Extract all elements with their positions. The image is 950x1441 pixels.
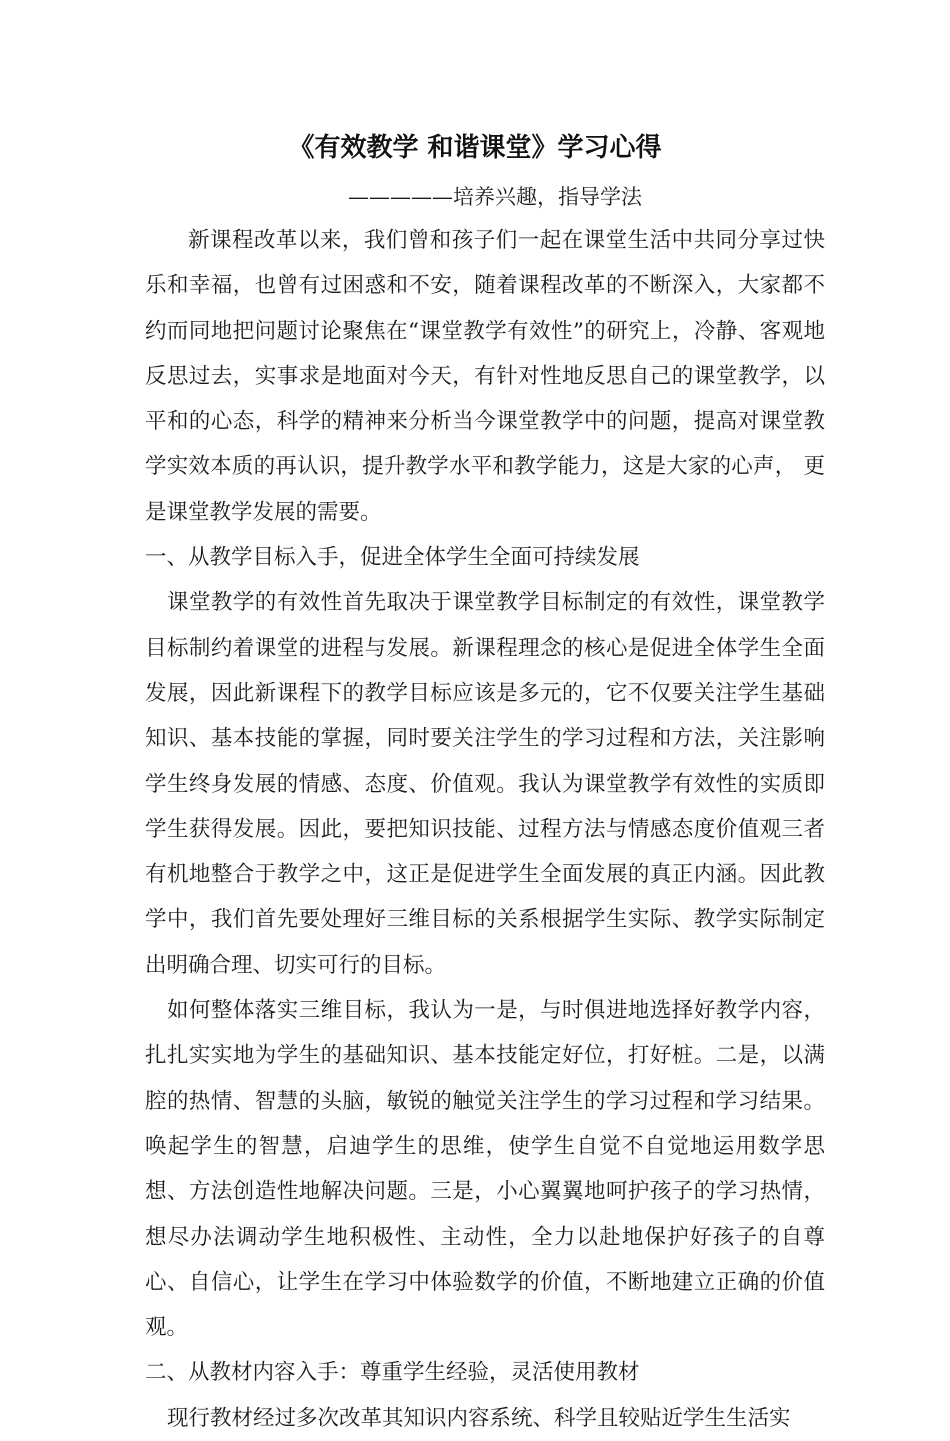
document-title: 《有效教学 和谐课堂》学习心得 (288, 133, 662, 163)
paragraph-three-dimensions: 如何整体落实三维目标，我认为一是，与时俱进地选择好教学内容，扎扎实实地为学生的基础知识、基本技能定好位，打好桩。二是，以满腔的热情、智慧的头脑，敏锐的触觉关注学生的学习过程和学习结果。唤起学生的智慧，启迪学生的思维，使学生自觉不自觉地运用数学思想、方法创造性地解决问题。三是，小心翼翼地呵护孩子的学习热情，想尽办法调动学生地积极性、主动性，全力以赴地保护好孩子的自尊心、自信心，让学生在学习中体验数学的价值，不断地建立正确的价值观。 (145, 998, 825, 1341)
paragraph-intro: 新课程改革以来，我们曾和孩子们一起在课堂生活中共同分享过快乐和幸福，也曾有过困惑和不安，随着课程改革的不断深入，大家都不约而同地把问题讨论聚焦在“课堂教学有效性”的研究上，冷静、客观地反思过去，实事求是地面对今天，有针对性地反思自己的课堂教学，以平和的心态，科学的精神来分析当今课堂教学中的问题，提高对课堂教学实效本质的再认识，提升教学水平和教学能力，这是大家的心声， 更是课堂教学发展的需要。 (145, 228, 825, 525)
paragraph-textbook: 现行教材经过多次改革其知识内容系统、科学且较贴近学生生活实 (167, 1405, 791, 1431)
section-heading-2: 二、从教材内容入手：尊重学生经验，灵活使用教材 (145, 1360, 640, 1386)
section-heading-1: 一、从教学目标入手，促进全体学生全面可持续发展 (145, 545, 640, 571)
document-body (145, 218, 825, 1441)
paragraph-goals: 课堂教学的有效性首先取决于课堂教学目标制定的有效性，课堂教学目标制约着课堂的进程与发展。新课程理念的核心是促进全体学生全面发展，因此新课程下的教学目标应该是多元的，它不仅要关注学生基础知识、基本技能的掌握，同时要关注学生的学习过程和方法，关注影响学生终身发展的情感、态度、价值观。我认为课堂教学有效性的实质即学生获得发展。因此，要把知识技能、过程方法与情感态度价值观三者有机地整合于教学之中，这正是促进学生全面发展的真正内涵。因此教学中，我们首先要处理好三维目标的关系根据学生实际、教学实际制定出明确合理、切实可行的目标。 (145, 590, 825, 978)
document-subtitle: —————培养兴趣，指导学法 (348, 185, 642, 209)
